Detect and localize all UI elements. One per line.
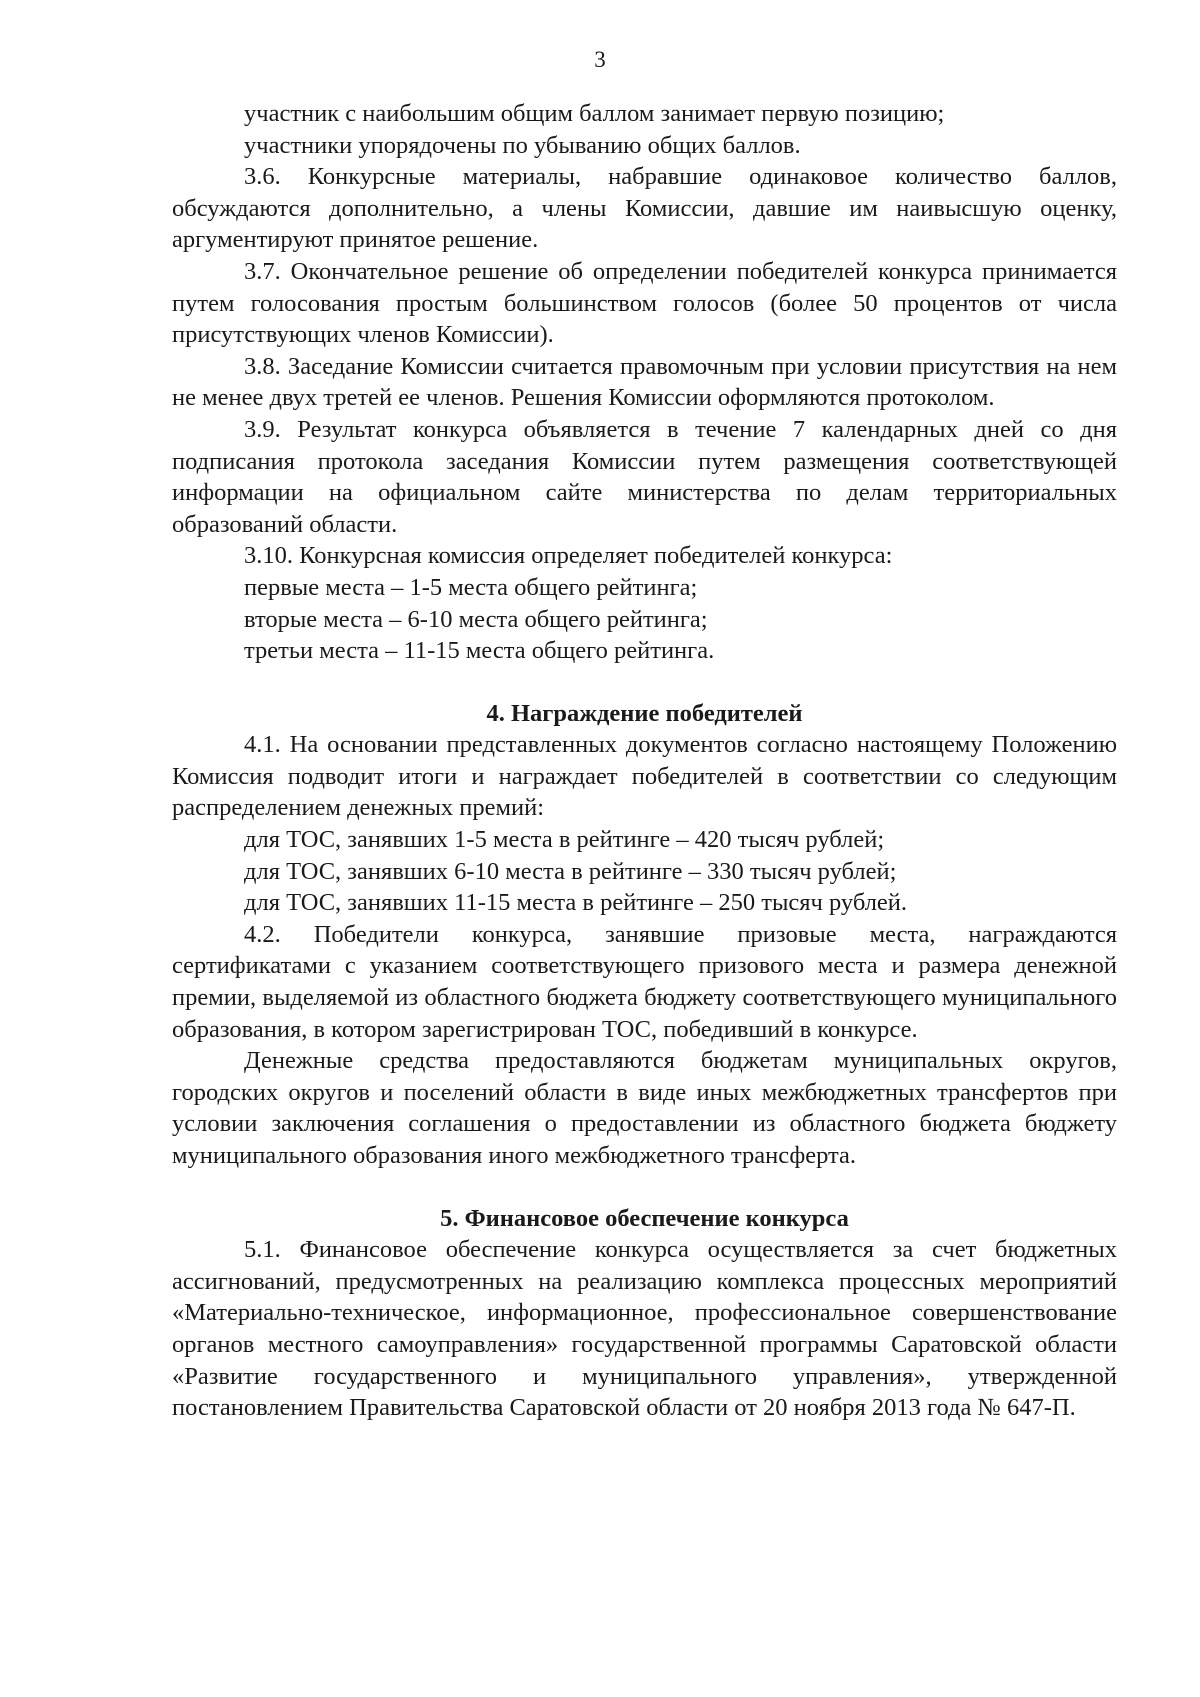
paragraph-5-1: 5.1. Финансовое обеспечение конкурса осуществляется за счет бюджетных ассигнований, предусмотренных на реализацию комплекса процессных мероприятий «Материально-техническое, информационное, профессиональное совершенствование органов местного самоуправления» государственной программы Саратовской области «Развитие государственного и муниципального управления», утвержденной постановлением Правительства Саратовской области от 20 ноября 2013 года № 647-П. <box>172 1236 1117 1422</box>
section-heading-4: 4. Награждение победителей <box>486 699 803 727</box>
paragraph-4-2: 4.2. Победители конкурса, занявшие призовые места, награждаются сертификатами с указанием соответствующего призового места и размера денежной премии, выделяемой из областного бюджета бюджету соответствующего муниципального образования, в котором зарегистрирован ТОС, победивший в конкурсе. <box>172 920 1117 1043</box>
paragraph-3-6: 3.6. Конкурсные материалы, набравшие одинаковое количество баллов, обсуждаются дополнительно, а члены Комиссии, давшие им наивысшую оценку, аргументируют принятое решение. <box>172 163 1117 254</box>
paragraph-3-7: 3.7. Окончательное решение об определении победителей конкурса принимается путем голосования простым большинством голосов (более 50 процентов от числа присутствующих членов Комиссии). <box>172 257 1117 349</box>
paragraph-4-1: 4.1. На основании представленных документов согласно настоящему Положению Комиссия подводит итоги и награждает победителей в соответствии со следующим распределением денежных премий: <box>172 731 1117 822</box>
paragraph-3-10: 3.10. Конкурсная комиссия определяет победителей конкурса: <box>244 542 893 570</box>
paragraph-list-first-position: участник с наибольшим общим баллом занимает первую позицию; <box>244 100 945 127</box>
paragraph-prize-1-5: для ТОС, занявших 1-5 места в рейтинге – 420 тысяч рублей; <box>244 826 885 854</box>
section-heading-5: 5. Финансовое обеспечение конкурса <box>440 1204 849 1232</box>
paragraph-3-8: 3.8. Заседание Комиссии считается правомочным при условии присутствия на нем не менее двух третей ее членов. Решения Комиссии оформляются протоколом. <box>172 352 1117 412</box>
paragraph-prize-11-15: для ТОС, занявших 11-15 места в рейтинге – 250 тысяч рублей. <box>244 889 908 917</box>
paragraph-funds: Денежные средства предоставляются бюджетам муниципальных округов, городских округов и поселений области в виде иных межбюджетных трансфертов при условии заключения соглашения о предоставлении из областного бюджета бюджету муниципального образования иного межбюджетного трансферта. <box>172 1047 1117 1169</box>
paragraph-prize-6-10: для ТОС, занявших 6-10 места в рейтинге – 330 тысяч рублей; <box>244 857 897 885</box>
paragraph-list-descending: участники упорядочены по убыванию общих баллов. <box>244 131 801 159</box>
paragraph-second-places: вторые места – 6-10 места общего рейтинга; <box>244 605 708 633</box>
document-body <box>172 98 1117 1424</box>
paragraph-first-places: первые места – 1-5 места общего рейтинга; <box>244 573 698 601</box>
paragraph-third-places: третьи места – 11-15 места общего рейтинга. <box>244 637 715 665</box>
page-number: 3 <box>594 47 606 72</box>
paragraph-3-9: 3.9. Результат конкурса объявляется в течение 7 календарных дней со дня подписания протокола заседания Комиссии путем размещения соответствующей информации на официальном сайте министерства по делам территориальных образований области. <box>172 415 1117 538</box>
